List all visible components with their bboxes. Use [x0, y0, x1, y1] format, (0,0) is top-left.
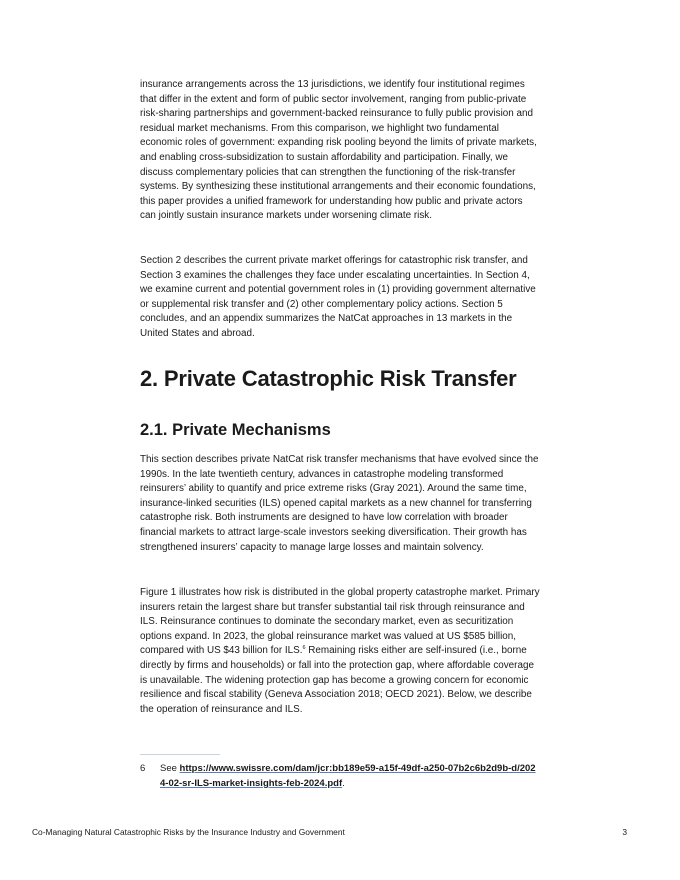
section-heading: 2. Private Catastrophic Risk Transfer	[140, 366, 517, 391]
footnote-text	[160, 762, 540, 792]
subsection-heading: 2.1. Private Mechanisms	[140, 421, 331, 439]
footnote-link[interactable]: https://www.swissre.com/dam/jcr:bb189e59-a15f-49df-a250-07b2c6b2d9b-d/2024-02-sr-ILS-market-insights-feb-2024.pdf	[160, 763, 536, 789]
footnote-reference[interactable]: 6	[302, 645, 306, 652]
body-paragraph-2-text-a: Figure 1 illustrates how risk is distributed in the global property catastrophe market. Primary insurers retain the largest share but transfer substantial tail risk through reinsurance and ILS. Reinsurance continues to dominate the secondary market, even as securitization options expand. In 2023, the global reinsurance market was valued at US $585 billion, compared with US $43 billion for ILS.	[140, 587, 540, 657]
intro-paragraph-1: insurance arrangements across the 13 jurisdictions, we identify four institutional regimes that differ in the extent and form of public sector involvement, ranging from public-private risk-sharing partnerships and government-backed reinsurance to fully public provision and residual market mechanisms. From this comparison, we highlight two fundamental economic roles of government: expanding risk pooling beyond the limits of private markets, and enabling cross-subsidization to sustain affordability and participation. Finally, we discuss complementary policies that can strengthen the functioning of the risk-transfer systems. By synthesizing these institutional arrangements and their economic foundations, this paper provides a unified framework for understanding how public and private actors can jointly sustain insurance markets under worsening climate risk.	[140, 79, 537, 222]
body-paragraph-1: This section describes private NatCat risk transfer mechanisms that have evolved since the 1990s. In the late twentieth century, advances in catastrophe modeling transformed reinsurers’ ability to quantify and price extreme risks (Gray 2021). Around the same time, insurance-linked securities (ILS) opened capital markets as a new channel for transferring catastrophe risk. Both instruments are designed to have low correlation with broader financial markets to attract large-scale investors seeking diversification. Their growth has strengthened insurers’ capacity to manage large losses and maintain solvency.	[140, 454, 539, 553]
page-number: 3	[622, 827, 627, 837]
footnote-number: 6	[140, 763, 146, 774]
footnote-prefix: See	[160, 763, 180, 774]
footnote-suffix: .	[342, 777, 345, 789]
body-paragraph-2	[140, 586, 540, 717]
footnote-divider	[140, 754, 220, 755]
body-paragraph-2-text-b: Remaining risks either are self-insured (i.e., borne directly by firms and households) or fall into the protection gap, where affordable coverage is unavailable. The widening protection gap has become a growing concern for economic resilience and fiscal stability (Geneva Association 2018; OECD 2021). Below, we describe the operation of reinsurance and ILS.	[140, 645, 534, 715]
intro-paragraph-2: Section 2 describes the current private market offerings for catastrophic risk transfer, and Section 3 examines the challenges they face under escalating uncertainties. In Section 4, we examine current and potential government roles in (1) providing government alternative or supplemental risk transfer and (2) other complementary policy actions. Section 5 concludes, and an appendix summarizes the NatCat approaches in 13 markets in the United States and abroad.	[140, 255, 536, 339]
footer-title: Co-Managing Natural Catastrophic Risks by the Insurance Industry and Government	[32, 827, 345, 837]
